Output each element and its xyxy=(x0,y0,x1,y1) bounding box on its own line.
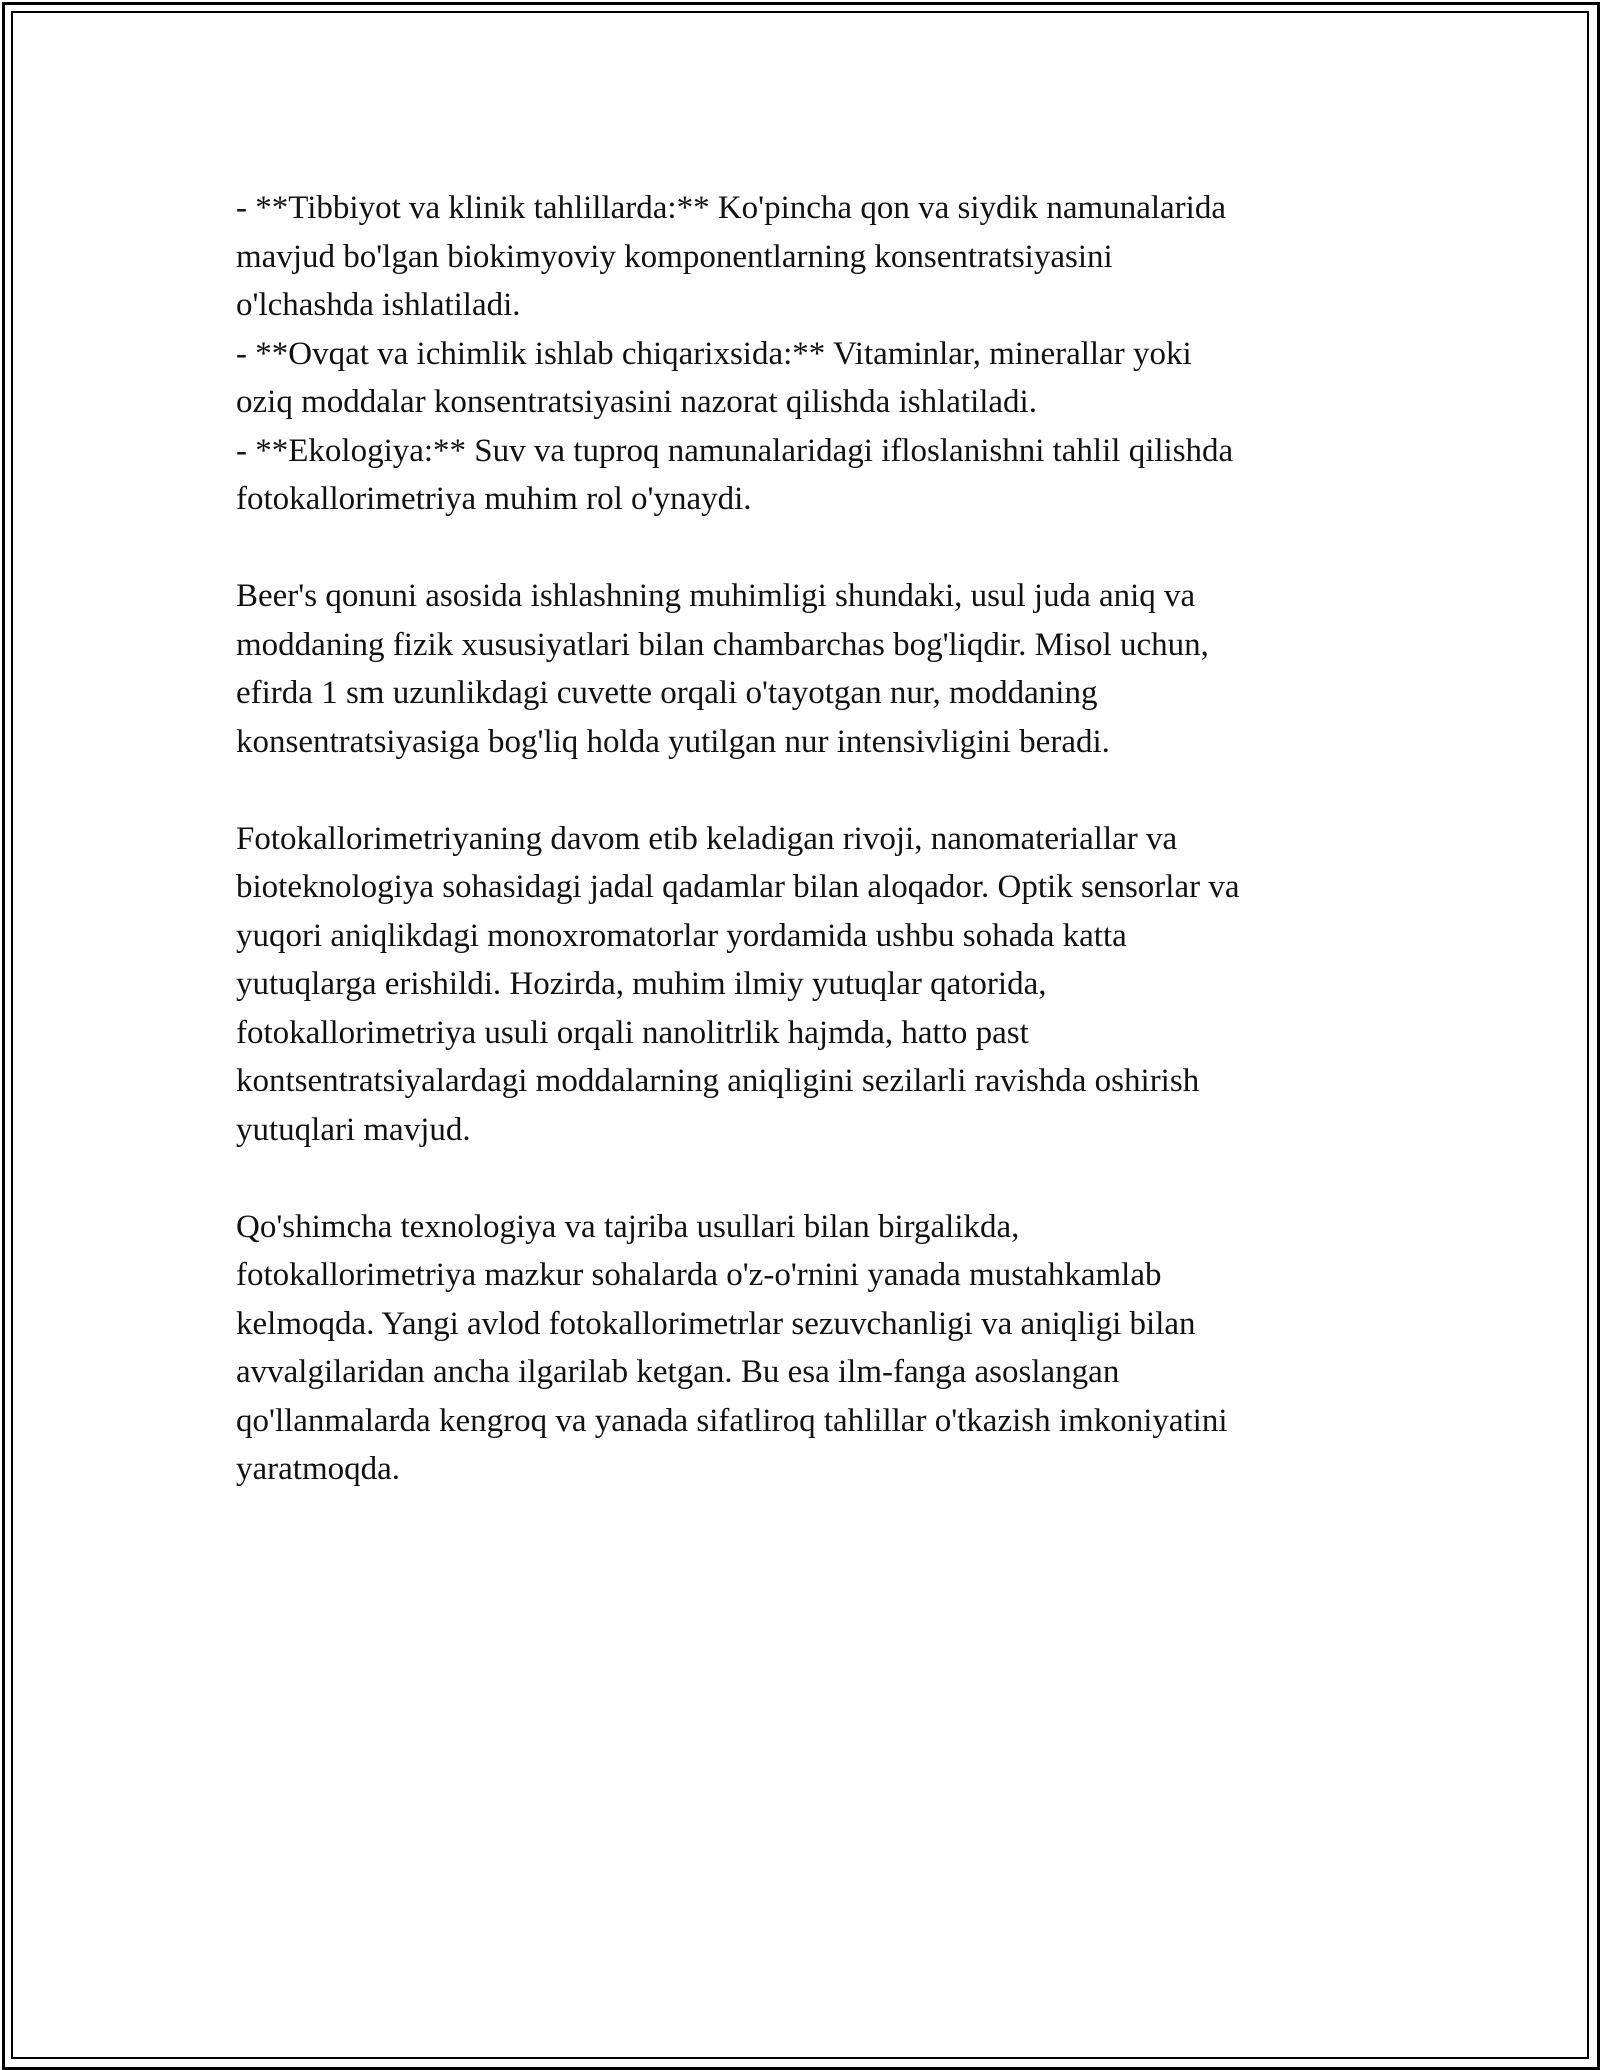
text-line: yuqori aniqlikdagi monoxromatorlar yordamida ushbu sohada katta xyxy=(236,917,1127,954)
text-line: Qo'shimcha texnologiya va tajriba usullari bilan birgalikda, xyxy=(236,1208,1020,1245)
text-line: fotokallorimetriya mazkur sohalarda o'z-o'rnini yanada mustahkamlab xyxy=(236,1257,1162,1293)
text-line: bioteknologiya sohasidagi jadal qadamlar bilan aloqador. Optik sensorlar va xyxy=(236,869,1240,905)
text-line: efirda 1 sm uzunlikdagi cuvette orqali o'tayotgan nur, moddaning xyxy=(236,675,1098,711)
paragraph-applications-list xyxy=(236,184,1376,524)
text-line: fotokallorimetriya usuli orqali nanolitrlik hajmda, hatto past xyxy=(236,1014,1029,1051)
text-line: Beer's qonuni asosida ishlashning muhimligi shundaki, usul juda aniq va xyxy=(236,578,1196,614)
paragraph-conclusion xyxy=(236,1203,1376,1494)
text-line: yutuqlari mavjud. xyxy=(236,1111,471,1148)
paragraph-development xyxy=(236,815,1376,1155)
text-line: moddaning fizik xususiyatlari bilan chambarchas bog'liqdir. Misol uchun, xyxy=(236,626,1209,663)
text-line: - **Ovqat va ichimlik ishlab chiqarixsida:** Vitaminlar, minerallar yoki xyxy=(236,335,1192,372)
text-line: kelmoqda. Yangi avlod fotokallorimetrlar sezuvchanligi va aniqligi bilan xyxy=(236,1305,1196,1342)
text-line: - **Tibbiyot va klinik tahlillarda:** Ko'pincha qon va siydik namunalarida xyxy=(236,190,1226,226)
text-line: - **Ekologiya:** Suv va tuproq namunalaridagi ifloslanishni tahlil qilishda xyxy=(236,432,1234,469)
text-line: oziq moddalar konsentratsiyasini nazorat qilishda ishlatiladi. xyxy=(236,384,1037,420)
text-line: yaratmoqda. xyxy=(236,1451,401,1487)
text-line: Fotokallorimetriyaning davom etib keladigan rivoji, nanomateriallar va xyxy=(236,820,1178,857)
text-line: qo'llanmalarda kengroq va yanada sifatliroq tahlillar o'tkazish imkoniyatini xyxy=(236,1402,1228,1439)
text-line: fotokallorimetriya muhim rol o'ynaydi. xyxy=(236,481,752,517)
document-body xyxy=(236,184,1376,1494)
text-line: konsentratsiyasiga bog'liq holda yutilgan nur intensivligini beradi. xyxy=(236,723,1110,760)
text-line: kontsentratsiyalardagi moddalarning aniqligini sezilarli ravishda oshirish xyxy=(236,1063,1200,1099)
text-line: avvalgilaridan ancha ilgarilab ketgan. Bu esa ilm-fanga asoslangan xyxy=(236,1354,1120,1390)
paragraph-beers-law xyxy=(236,572,1376,766)
text-line: mavjud bo'lgan biokimyoviy komponentlarning konsentratsiyasini xyxy=(236,238,1113,275)
text-line: yutuqlarga erishildi. Hozirda, muhim ilmiy yutuqlar qatorida, xyxy=(236,966,1047,1002)
text-line: o'lchashda ishlatiladi. xyxy=(236,287,521,323)
